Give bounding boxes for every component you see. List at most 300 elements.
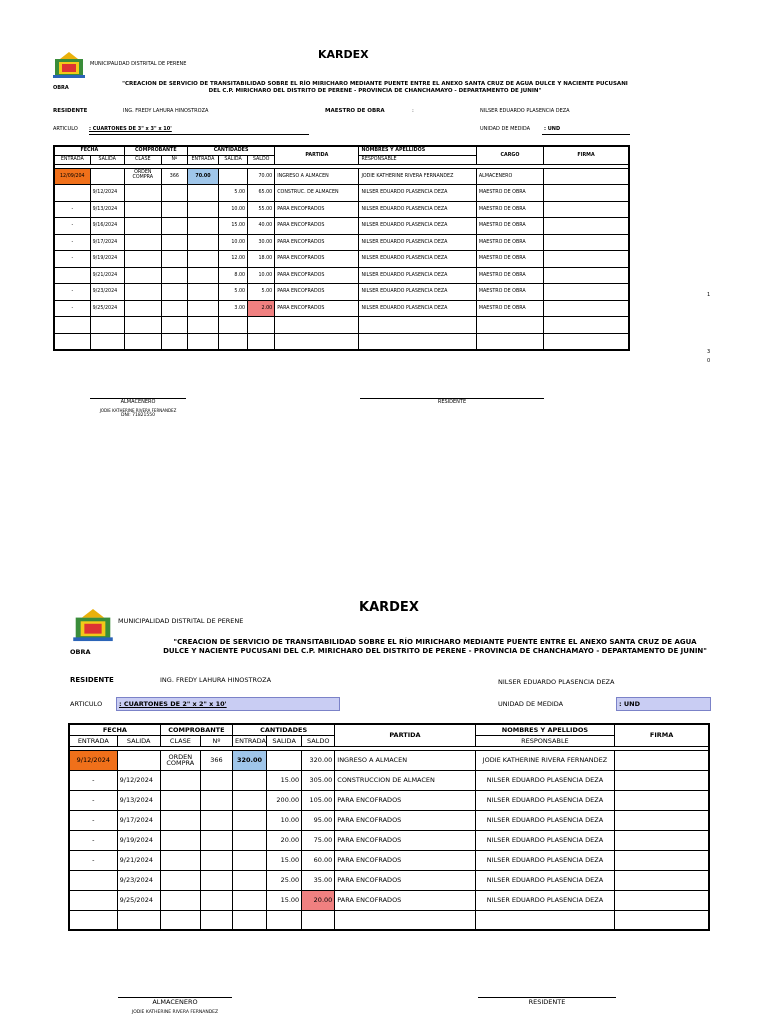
- kardex-table: [53, 145, 630, 351]
- cell-entrada-date: [54, 267, 90, 284]
- cell-nombre: NILSER EDUARDO PLASENCIA DEZA: [475, 790, 614, 810]
- header-no: Nº: [200, 735, 232, 746]
- cell-partida: PARA ENCOFRADOS: [275, 267, 359, 284]
- cell-saldo: 65.00: [248, 185, 275, 202]
- cell-salida-date: 9/17/2024: [117, 810, 160, 830]
- cell-cant-salida: 8.00: [219, 267, 248, 284]
- cell-nombre: NILSER EDUARDO PLASENCIA DEZA: [475, 830, 614, 850]
- cell-clase: [124, 267, 161, 284]
- cell-saldo: [302, 910, 335, 930]
- table-row: [69, 750, 709, 770]
- cell-cant-entrada: [232, 830, 266, 850]
- cell-cant-entrada: [232, 790, 266, 810]
- cell-cant-entrada: [187, 251, 218, 268]
- articulo-label: ARTICULO: [53, 126, 78, 132]
- table-row: [54, 284, 629, 301]
- cell-salida-date: [90, 317, 124, 334]
- header-cant-entrada: ENTRADA: [187, 155, 218, 164]
- cell-cant-salida: 12.00: [219, 251, 248, 268]
- cell-salida-date: [90, 333, 124, 350]
- cell-entrada-date: -: [54, 201, 90, 218]
- cell-cant-entrada: [187, 267, 218, 284]
- cell-salida-date: 9/25/2024: [90, 300, 124, 317]
- header-salida: SALIDA: [90, 155, 124, 164]
- cell-entrada-date: [54, 185, 90, 202]
- cell-partida: PARA ENCOFRADOS: [335, 810, 475, 830]
- cell-entrada-date: 12/09/204: [54, 168, 90, 185]
- table-row: [69, 910, 709, 930]
- cell-firma: [544, 284, 629, 301]
- cell-cant-entrada: [187, 201, 218, 218]
- cell-clase: [160, 850, 200, 870]
- cell-firma: [544, 168, 629, 185]
- cell-clase: [160, 810, 200, 830]
- cell-saldo: 70.00: [248, 168, 275, 185]
- cell-nombre: NILSER EDUARDO PLASENCIA DEZA: [359, 284, 476, 301]
- cell-partida: PARA ENCOFRADOS: [275, 234, 359, 251]
- table-row: [54, 251, 629, 268]
- cell-salida-date: [90, 168, 124, 185]
- cell-clase: [124, 300, 161, 317]
- cell-firma: [544, 251, 629, 268]
- cell-firma: [615, 790, 709, 810]
- header-entrada: ENTRADA: [69, 735, 117, 746]
- header-nombres: NOMBRES Y APELLIDOS: [475, 724, 614, 735]
- cell-cant-entrada: [187, 284, 218, 301]
- cell-saldo: [248, 317, 275, 334]
- cell-cant-salida: 3.00: [219, 300, 248, 317]
- cell-cant-salida: 15.00: [267, 890, 302, 910]
- cell-saldo: 75.00: [302, 830, 335, 850]
- cell-cant-salida: [267, 910, 302, 930]
- cell-saldo: 95.00: [302, 810, 335, 830]
- cell-no: [161, 251, 187, 268]
- cell-cargo: MAESTRO DE OBRA: [476, 284, 543, 301]
- cell-partida: PARA ENCOFRADOS: [275, 218, 359, 235]
- header-entrada: ENTRADA: [54, 155, 90, 164]
- cell-salida-date: 9/12/2024: [90, 185, 124, 202]
- cell-partida: [275, 333, 359, 350]
- header-cantidades: CANTIDADES: [187, 146, 274, 155]
- table-row: [54, 234, 629, 251]
- cell-cant-entrada: 70.00: [187, 168, 218, 185]
- cell-cargo: MAESTRO DE OBRA: [476, 251, 543, 268]
- cell-nombre: NILSER EDUARDO PLASENCIA DEZA: [475, 870, 614, 890]
- cell-cant-salida: 15.00: [267, 770, 302, 790]
- cell-clase: [124, 284, 161, 301]
- header-no: Nº: [161, 155, 187, 164]
- municipality-name: MUNICIPALIDAD DISTRITAL DE PERENE: [118, 617, 244, 625]
- cell-salida-date: [117, 910, 160, 930]
- page-title: KARDEX: [359, 600, 419, 615]
- side-number-0: 0: [707, 358, 711, 364]
- residente-label: RESIDENTE: [53, 108, 88, 114]
- cell-partida: [335, 910, 475, 930]
- unidad-value: : UND: [544, 126, 561, 132]
- cell-nombre: [359, 317, 476, 334]
- cell-no: [200, 790, 232, 810]
- cell-firma: [615, 870, 709, 890]
- header-fecha: FECHA: [54, 146, 124, 155]
- cell-entrada-date: -: [54, 251, 90, 268]
- cell-clase: [124, 185, 161, 202]
- cell-nombre: NILSER EDUARDO PLASENCIA DEZA: [475, 810, 614, 830]
- cell-salida-date: 9/13/2024: [117, 790, 160, 810]
- articulo-value: : CUARTONES DE 2" x 2" x 10': [119, 700, 227, 708]
- unidad-label: UNIDAD DE MEDIDA: [498, 700, 564, 708]
- cell-entrada-date: [69, 910, 117, 930]
- articulo-label: ARTICULO: [70, 700, 103, 708]
- cell-partida: PARA ENCOFRADOS: [335, 890, 475, 910]
- side-number-1: 1: [707, 292, 711, 298]
- header-firma: FIRMA: [615, 724, 709, 746]
- table-row: [54, 333, 629, 350]
- cell-partida: PARA ENCOFRADOS: [335, 870, 475, 890]
- cell-clase: [124, 317, 161, 334]
- cell-clase: [124, 234, 161, 251]
- cell-nombre: NILSER EDUARDO PLASENCIA DEZA: [359, 267, 476, 284]
- cell-saldo: 35.00: [302, 870, 335, 890]
- cell-clase: [160, 830, 200, 850]
- cell-cant-salida: [267, 750, 302, 770]
- cell-cant-salida: 25.00: [267, 870, 302, 890]
- header-partida: PARTIDA: [335, 724, 475, 746]
- cell-partida: [275, 317, 359, 334]
- cell-cant-entrada: [232, 890, 266, 910]
- cell-nombre: NILSER EDUARDO PLASENCIA DEZA: [359, 201, 476, 218]
- table-row: [54, 317, 629, 334]
- header-clase: CLASE: [160, 735, 200, 746]
- cell-nombre: NILSER EDUARDO PLASENCIA DEZA: [359, 251, 476, 268]
- table-row: [54, 185, 629, 202]
- page-title: KARDEX: [318, 48, 369, 61]
- side-number-3: 3: [707, 349, 711, 355]
- unidad-label: UNIDAD DE MEDIDA: [480, 126, 531, 132]
- cell-partida: PARA ENCOFRADOS: [335, 790, 475, 810]
- cell-salida-date: 9/19/2024: [90, 251, 124, 268]
- cell-clase: [160, 770, 200, 790]
- header-partida: PARTIDA: [275, 146, 359, 164]
- cell-cant-salida: 5.00: [219, 185, 248, 202]
- cell-partida: INGRESO A ALMACEN: [275, 168, 359, 185]
- cell-no: [200, 810, 232, 830]
- cell-firma: [615, 890, 709, 910]
- cell-cargo: MAESTRO DE OBRA: [476, 201, 543, 218]
- cell-entrada-date: [69, 870, 117, 890]
- cell-firma: [615, 910, 709, 930]
- residente-signature: [360, 398, 544, 405]
- table-row: [69, 810, 709, 830]
- cell-cargo: MAESTRO DE OBRA: [476, 300, 543, 317]
- cell-salida-date: 9/13/2024: [90, 201, 124, 218]
- cell-cant-salida: 10.00: [267, 810, 302, 830]
- cell-entrada-date: -: [54, 234, 90, 251]
- header-comprobante: COMPROBANTE: [124, 146, 187, 155]
- kardex-table: [68, 723, 710, 931]
- cell-salida-date: 9/16/2024: [90, 218, 124, 235]
- cell-saldo: 60.00: [302, 850, 335, 870]
- almacenero-title: ALMACENERO: [120, 399, 156, 405]
- cell-salida-date: 9/19/2024: [117, 830, 160, 850]
- cell-cant-entrada: [187, 317, 218, 334]
- cell-no: [200, 830, 232, 850]
- cell-saldo: 320.00: [302, 750, 335, 770]
- cell-entrada-date: -: [69, 810, 117, 830]
- cell-partida: PARA ENCOFRADOS: [275, 251, 359, 268]
- table-row: [69, 870, 709, 890]
- table-row: [54, 201, 629, 218]
- cell-saldo: 105.00: [302, 790, 335, 810]
- cell-nombre: NILSER EDUARDO PLASENCIA DEZA: [475, 890, 614, 910]
- almacenero-title: ALMACENERO: [152, 998, 198, 1006]
- cell-cargo: MAESTRO DE OBRA: [476, 267, 543, 284]
- maestro-name: NILSER EDUARDO PLASENCIA DEZA: [480, 108, 570, 114]
- cell-salida-date: 9/12/2024: [117, 770, 160, 790]
- cell-firma: [615, 770, 709, 790]
- cell-saldo: [248, 333, 275, 350]
- almacenero-name: JODIE KATHERINE RIVERA FERNANDEZ: [99, 408, 177, 413]
- table-row: [69, 790, 709, 810]
- cell-cant-entrada: [187, 300, 218, 317]
- cell-cant-salida: 20.00: [267, 830, 302, 850]
- residente-name: ING. FREDY LAHURA HINOSTROZA: [123, 108, 209, 114]
- cell-partida: PARA ENCOFRADOS: [275, 201, 359, 218]
- cell-cant-entrada: [187, 185, 218, 202]
- header-salida: SALIDA: [117, 735, 160, 746]
- articulo-underline: [89, 125, 309, 135]
- header-responsable: RESPONSABLE: [359, 155, 476, 164]
- cell-cant-entrada: [232, 850, 266, 870]
- cell-saldo: 20.00: [302, 890, 335, 910]
- cell-no: [161, 284, 187, 301]
- residente-name: ING. FREDY LAHURA HINOSTROZA: [160, 676, 272, 684]
- almacenero-signature: [118, 997, 232, 1015]
- cell-no: [200, 870, 232, 890]
- cell-saldo: 305.00: [302, 770, 335, 790]
- residente-label: RESIDENTE: [70, 676, 114, 684]
- cell-entrada-date: -: [54, 284, 90, 301]
- cell-cant-entrada: [187, 333, 218, 350]
- cell-nombre: NILSER EDUARDO PLASENCIA DEZA: [359, 300, 476, 317]
- municipality-name: MUNICIPALIDAD DISTRITAL DE PERENE: [90, 61, 187, 67]
- maestro-name: NILSER EDUARDO PLASENCIA DEZA: [498, 678, 615, 686]
- project-description: "CREACION DE SERVICIO DE TRANSITABILIDAD SOBRE EL RÍO MIRICHARO MEDIANTE PUENTE ENTRE EL ANEXO SANTA CRUZ DE AGUA DULCE Y NACIENTE PUCUSANI DEL C.P. MIRICHARO DEL DISTRITO DE PERENE - PROVINCIA DE CHANCHAMAYO - DEPARTAMENTO DE JUNIN": [163, 638, 707, 655]
- header-firma: FIRMA: [544, 146, 629, 164]
- cell-partida: PARA ENCOFRADOS: [335, 850, 475, 870]
- cell-partida: INGRESO A ALMACEN: [335, 750, 475, 770]
- articulo-value: : CUARTONES DE 3" x 3" x 10': [89, 126, 172, 132]
- cell-no: [161, 300, 187, 317]
- table-row: [69, 890, 709, 910]
- cell-cant-salida: [219, 317, 248, 334]
- cell-cant-entrada: [232, 810, 266, 830]
- cell-no: [161, 201, 187, 218]
- cell-no: [161, 333, 187, 350]
- cell-no: [200, 890, 232, 910]
- cell-cant-salida: [219, 168, 248, 185]
- cell-nombre: NILSER EDUARDO PLASENCIA DEZA: [359, 185, 476, 202]
- cell-cant-entrada: [232, 910, 266, 930]
- header-clase: CLASE: [124, 155, 161, 164]
- cell-clase: ORDEN COMPRA: [124, 168, 161, 185]
- cell-firma: [544, 267, 629, 284]
- cell-no: [161, 317, 187, 334]
- cell-salida-date: 9/23/2024: [90, 284, 124, 301]
- cell-saldo: 18.00: [248, 251, 275, 268]
- header-responsable: RESPONSABLE: [475, 735, 614, 746]
- cell-firma: [544, 185, 629, 202]
- cell-firma: [544, 201, 629, 218]
- table-row: [54, 300, 629, 317]
- cell-firma: [544, 300, 629, 317]
- cell-clase: [160, 890, 200, 910]
- cell-cargo: MAESTRO DE OBRA: [476, 234, 543, 251]
- cell-clase: [124, 201, 161, 218]
- cell-nombre: [359, 333, 476, 350]
- cell-firma: [615, 850, 709, 870]
- table-row: [54, 218, 629, 235]
- cell-firma: [544, 333, 629, 350]
- cell-salida-date: 9/23/2024: [117, 870, 160, 890]
- header-cantidades: CANTIDADES: [232, 724, 334, 735]
- maestro-label: MAESTRO DE OBRA: [325, 108, 385, 114]
- cell-salida-date: 9/17/2024: [90, 234, 124, 251]
- cell-saldo: 55.00: [248, 201, 275, 218]
- cell-cargo: [476, 333, 543, 350]
- cell-firma: [615, 810, 709, 830]
- header-cant-entrada: ENTRADA: [232, 735, 266, 746]
- cell-nombre: NILSER EDUARDO PLASENCIA DEZA: [359, 234, 476, 251]
- cell-entrada-date: [69, 890, 117, 910]
- almacenero-signature: [90, 398, 186, 418]
- cell-no: [161, 267, 187, 284]
- cell-entrada-date: -: [69, 770, 117, 790]
- municipal-crest-icon: [52, 51, 86, 79]
- table-row: [69, 770, 709, 790]
- almacenero-dni: DNI: 71821550: [120, 413, 155, 418]
- cell-firma: [544, 234, 629, 251]
- cell-clase: [124, 251, 161, 268]
- cell-partida: PARA ENCOFRADOS: [275, 300, 359, 317]
- table-row: [54, 267, 629, 284]
- cell-cant-salida: 200.00: [267, 790, 302, 810]
- obra-label: OBRA: [70, 648, 91, 656]
- cell-entrada-date: -: [54, 218, 90, 235]
- cell-cant-entrada: [187, 218, 218, 235]
- header-fecha: FECHA: [69, 724, 160, 735]
- cell-saldo: 30.00: [248, 234, 275, 251]
- cell-cant-salida: 15.00: [267, 850, 302, 870]
- cell-clase: [160, 790, 200, 810]
- cell-cant-entrada: [232, 870, 266, 890]
- cell-nombre: NILSER EDUARDO PLASENCIA DEZA: [359, 218, 476, 235]
- cell-firma: [544, 317, 629, 334]
- cell-no: [161, 185, 187, 202]
- cell-no: [161, 218, 187, 235]
- cell-no: [200, 910, 232, 930]
- header-cargo: CARGO: [476, 146, 543, 164]
- cell-cargo: MAESTRO DE OBRA: [476, 185, 543, 202]
- cell-no: [161, 234, 187, 251]
- residente-title: RESIDENTE: [437, 399, 467, 405]
- obra-label: OBRA: [53, 85, 69, 91]
- cell-entrada-date: 9/12/2024: [69, 750, 117, 770]
- cell-saldo: 5.00: [248, 284, 275, 301]
- cell-saldo: 2.00: [248, 300, 275, 317]
- cell-entrada-date: -: [54, 300, 90, 317]
- cell-entrada-date: -: [69, 790, 117, 810]
- cell-nombre: JODIE KATHERINE RIVERA FERNANDEZ: [475, 750, 614, 770]
- cell-cant-salida: 10.00: [219, 201, 248, 218]
- cell-no: [200, 850, 232, 870]
- cell-firma: [544, 218, 629, 235]
- unidad-value: : UND: [619, 700, 640, 708]
- header-comprobante: COMPROBANTE: [160, 724, 232, 735]
- header-nombres: NOMBRES Y APELLIDOS: [359, 146, 476, 155]
- cell-cant-salida: 5.00: [219, 284, 248, 301]
- cell-partida: CONSTRUCCION DE ALMACEN: [335, 770, 475, 790]
- cell-cant-entrada: 320.00: [232, 750, 266, 770]
- cell-no: [200, 770, 232, 790]
- cell-saldo: 10.00: [248, 267, 275, 284]
- table-row: [69, 830, 709, 850]
- cell-partida: PARA ENCOFRADOS: [335, 830, 475, 850]
- cell-firma: [615, 830, 709, 850]
- cell-nombre: NILSER EDUARDO PLASENCIA DEZA: [475, 850, 614, 870]
- cell-partida: PARA ENCOFRADOS: [275, 284, 359, 301]
- cell-cant-salida: [219, 333, 248, 350]
- project-description: "CREACION DE SERVICIO DE TRANSITABILIDAD SOBRE EL RÍO MIRICHARO MEDIANTE PUENTE ENTRE EL ANEXO SANTA CRUZ DE AGUA DULCE Y NACIENTE PUCUSANI DEL C.P. MIRICHARO DEL DISTRITO DE PERENE - PROVINCIA DE CHANCHAMAYO - DEPARTAMENTO DE JUNIN": [122, 81, 628, 94]
- cell-cant-salida: 15.00: [219, 218, 248, 235]
- cell-entrada-date: [54, 333, 90, 350]
- almacenero-name: JODIE KATHERINE RIVERA FERNANDEZ: [131, 1010, 219, 1015]
- cell-firma: [615, 750, 709, 770]
- cell-salida-date: 9/21/2024: [90, 267, 124, 284]
- cell-cargo: [476, 317, 543, 334]
- header-cant-salida: SALIDA: [267, 735, 302, 746]
- cell-cant-salida: 10.00: [219, 234, 248, 251]
- table-row: [69, 850, 709, 870]
- residente-signature: [478, 997, 616, 1006]
- header-saldo: SALDO: [302, 735, 335, 746]
- cell-cargo: MAESTRO DE OBRA: [476, 218, 543, 235]
- cell-nombre: JODIE KATHERINE RIVERA FERNANDEZ: [359, 168, 476, 185]
- cell-cant-entrada: [232, 770, 266, 790]
- cell-cant-entrada: [187, 234, 218, 251]
- cell-saldo: 40.00: [248, 218, 275, 235]
- cell-clase: [160, 910, 200, 930]
- municipal-crest-icon: [72, 607, 114, 643]
- cell-clase: ORDEN COMPRA: [160, 750, 200, 770]
- cell-entrada-date: -: [69, 830, 117, 850]
- cell-entrada-date: -: [69, 850, 117, 870]
- residente-title: RESIDENTE: [528, 998, 566, 1006]
- maestro-colon: :: [412, 108, 414, 114]
- header-saldo: SALDO: [248, 155, 275, 164]
- cell-clase: [160, 870, 200, 890]
- cell-partida: CONSTRUC. DE ALMACEN: [275, 185, 359, 202]
- cell-clase: [124, 333, 161, 350]
- cell-nombre: [475, 910, 614, 930]
- cell-salida-date: 9/25/2024: [117, 890, 160, 910]
- header-cant-salida: SALIDA: [219, 155, 248, 164]
- cell-clase: [124, 218, 161, 235]
- cell-cargo: ALMACENERO: [476, 168, 543, 185]
- cell-no: 366: [200, 750, 232, 770]
- cell-no: 366: [161, 168, 187, 185]
- unidad-underline: [542, 125, 630, 135]
- cell-entrada-date: [54, 317, 90, 334]
